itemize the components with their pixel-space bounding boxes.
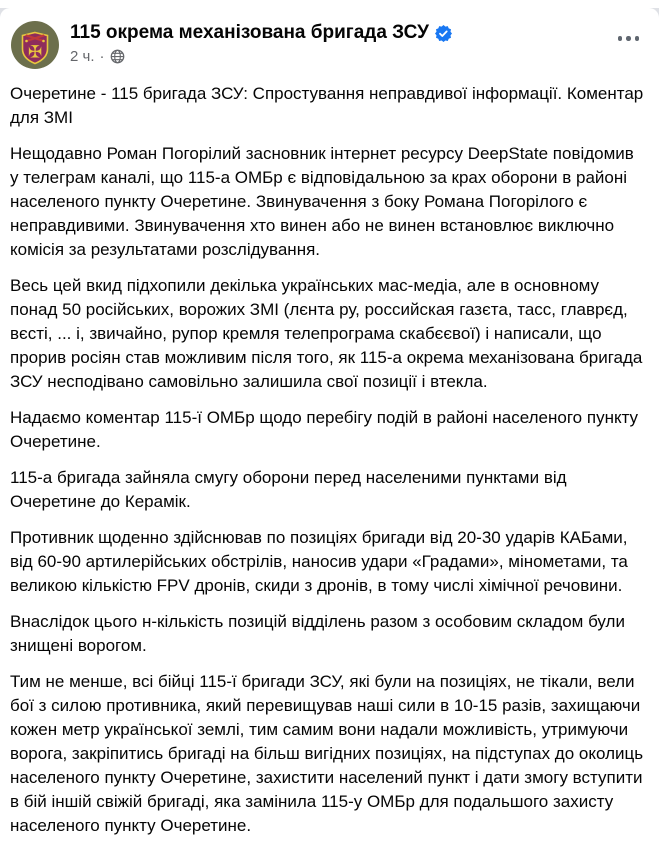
brigade-emblem-avatar-icon xyxy=(10,42,60,74)
timestamp-link[interactable]: 2 ч. xyxy=(70,47,95,65)
post-paragraph: Весь цей вкид підхопили декілька українських мас-медіа, але в основному понад 50 російських, ворожих ЗМІ (лєнта ру, российская газєта, тасс, главрєд, вєсті, ... і, звичайно, рупор кремля телепрограма скабєєвої) і написали, що прорив росіян став можливим після того, як 115-а окрема механізована бригада ЗСУ несподівано самовільно залишила свої позиції і втекла. xyxy=(10,276,643,391)
post-paragraph: Тим не менше, всі бійці 115-ї бригади ЗСУ, які були на позиціях, не тікали, вели бої з силою противника, який перевищував наші сили в 10-15 разів, захищаючи кожен метр української землі, тим самим вони надали можливість, утримуючи ворога, закріпитись бригаді на більш вигідних позиціях, на підступах до околиць населеного пункту Очеретине, захистити населений пункт і дати змогу вступити в бій іншій свіжій бригаді, яка замінила 115-у ОМБр для подальшого захисту населеного пункту Очеретине. xyxy=(10,672,644,835)
meta-row xyxy=(70,48,612,65)
post-paragraph: Очеретине - 115 бригада ЗСУ: Спростування неправдивої інформації. Коментар для ЗМІ xyxy=(10,84,644,127)
page-name-link[interactable]: 115 окрема механізована бригада ЗСУ xyxy=(70,22,429,43)
svg-text:✠: ✠ xyxy=(27,42,43,63)
post-body xyxy=(0,76,659,852)
post-options-button[interactable] xyxy=(612,26,646,51)
globe-public-icon xyxy=(110,49,125,64)
ellipsis-menu-icon xyxy=(618,36,623,41)
post-paragraph: Нещодавно Роман Погорілий засновник інтернет ресурсу DeepState повідомив у телеграм каналі, що 115-а ОМБр є відповідальною за крах оборони в районі населеного пункту Очеретине. Звинувачення з боку Романа Погорілого є неправдивими. Звинувачення хто винен або не винен встановлює виключно комісія за результатами розслідування. xyxy=(10,144,634,259)
ellipsis-menu-icon xyxy=(626,36,631,41)
post-paragraph: Противник щоденно здійснював по позиціях бригади від 20-30 ударів КАБами, від 60-90 артилерійських обстрілів, наносив удари «Градами», мінометами, та великою кількістю FPV дронів, скиди з дронів, в тому числі хімічної речовини. xyxy=(10,528,628,595)
facebook-feed-page xyxy=(0,8,659,852)
post-paragraph: 115-а бригада зайняла смугу оборони перед населеними пунктами від Очеретине до Керамік. xyxy=(10,468,567,511)
post-paragraph: Внаслідок цього н-кількість позицій відділень разом з особовим складом були знищені ворогом. xyxy=(10,612,625,655)
post-paragraph: Надаємо коментар 115-ї ОМБр щодо перебігу подій в районі населеного пункту Очеретине. xyxy=(10,408,639,451)
avatar[interactable] xyxy=(10,20,60,70)
meta-separator: · xyxy=(99,47,105,65)
name-row xyxy=(70,22,612,45)
post-card xyxy=(0,8,659,852)
header-info xyxy=(70,20,612,65)
post-header xyxy=(0,8,659,76)
ellipsis-menu-icon xyxy=(635,36,640,41)
verified-badge-icon xyxy=(435,25,452,42)
